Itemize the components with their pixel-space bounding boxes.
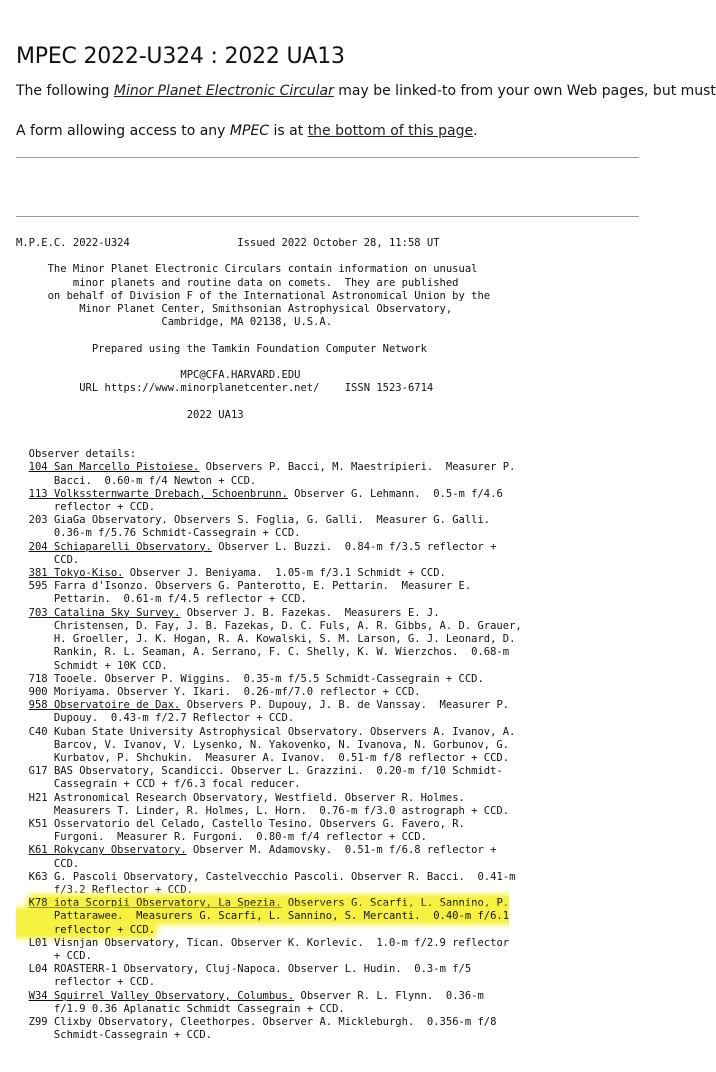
observatory-link[interactable]: K61 Rokycany Observatory. xyxy=(28,844,187,857)
observer-entry xyxy=(29,567,446,579)
observer-entry xyxy=(16,871,515,896)
observer-entry xyxy=(16,765,503,790)
observer-details: Observer G. Lehmann. 0.5-m f/4.6 reflector + CCD. xyxy=(53,487,503,514)
observatory-link[interactable]: 113 Volkssternwarte Drebach, Schoenbrunn. xyxy=(28,487,288,500)
observatory-name: 595 Farra d'Isonzo. xyxy=(28,580,149,593)
observer-entry xyxy=(16,990,484,1015)
observer-entry xyxy=(16,726,515,764)
observatory-link[interactable]: 204 Schiaparelli Observatory. xyxy=(28,540,212,553)
url-line: URL https://www.minorplanetcenter.net/ xyxy=(79,382,320,395)
intro-paragraph xyxy=(16,83,716,99)
observer-details: Observers G. Scarfi, L. Sannino, P. Pattarawee. Measurers G. Scarfi, L. Sannino, S. Mercanti. 0.40-m f/6.1 reflector + CCD. xyxy=(53,897,510,936)
observer-entry xyxy=(16,897,509,935)
observer-details: Observers P. Bacci, M. Maestripieri. Measurer P. Bacci. 0.60-m f/4 Newton + CCD. xyxy=(53,461,516,487)
observer-entry xyxy=(29,673,484,685)
about-line: on behalf of Division F of the International Astronomical Union by the xyxy=(16,289,491,302)
observatory-name: C40 Kuban State University Astrophysical Observatory. xyxy=(28,725,364,738)
observatory-name: G17 BAS Observatory, Scandicci. xyxy=(28,765,225,778)
observer-details: Observers S. Foglia, G. Galli. Measurer G. Galli. 0.36-m f/5.76 Schmidt-Cassegrain + CCD. xyxy=(53,514,491,540)
issn-line: ISSN 1523-6714 xyxy=(344,382,434,395)
observer-details: Observer A. Mickleburgh. 0.356-m f/8 Schmidt-Cassegrain + CCD. xyxy=(53,1015,497,1042)
observer-entry xyxy=(29,686,421,698)
observer-entry xyxy=(16,488,503,513)
issued-date: Issued 2022 October 28, 11:58 UT xyxy=(237,237,440,249)
observer-details: Observer L. Buzzi. 0.84-m f/3.5 reflector + CCD. xyxy=(53,540,497,566)
observatory-link[interactable]: W34 Squirrel Valley Observatory, Columbus. xyxy=(28,989,295,1002)
observer-details: Observer L. Grazzini. 0.20-m f/10 Schmidt- Cassegrain + CCD + f/6.3 focal reducer. xyxy=(53,765,503,791)
observer-details: Observer L. Hudin. 0.3-m f/5 reflector + CCD. xyxy=(53,963,472,989)
observer-details: Observer K. Korlevic. 1.0-m f/2.9 reflector + CCD. xyxy=(53,936,510,962)
observer-list xyxy=(16,461,522,1041)
observer-details: Observer R. Bacci. 0.41-m f/3.2 Reflector + CCD. xyxy=(53,870,516,896)
observatory-link[interactable]: 381 Tokyo-Kiso. xyxy=(28,567,124,580)
page-title: MPEC 2022-U324 : 2022 UA13 xyxy=(16,44,345,69)
observer-details: Observer M. Adamovsky. 0.51-m f/6.8 reflector + CCD. xyxy=(53,844,497,870)
observer-details: Observers P. Dupouy, J. B. de Vanssay. Measurer P. Dupouy. 0.43-m f/2.7 Reflector + CCD. xyxy=(53,699,510,725)
observatory-link[interactable]: K78 iota Scorpii Observatory, La Spezia. xyxy=(28,897,282,910)
about-line: minor planets and routine data on comets. They are published xyxy=(16,276,459,289)
object-designation: 2022 UA13 xyxy=(186,408,244,421)
observer-entry xyxy=(16,607,522,672)
observatory-name: K51 Osservatorio del Celado, Castello Tesino. xyxy=(28,817,314,830)
observer-entry xyxy=(16,580,471,605)
observer-details: Observer Y. Ikari. 0.26-mf/7.0 reflector + CCD. xyxy=(110,685,421,698)
observer-entry xyxy=(16,844,496,869)
observatory-link[interactable]: 958 Observatoire de Dax. xyxy=(28,699,181,712)
observatory-link[interactable]: 703 Catalina Sky Survey. xyxy=(28,606,181,619)
observer-details: Observer P. Wiggins. 0.35-m f/5.5 Schmidt-Cassegrain + CCD. xyxy=(98,672,484,685)
observer-entry xyxy=(16,1016,496,1041)
email-line: MPC@CFA.HARVARD.EDU xyxy=(180,369,301,382)
observatory-name: L01 Visnjan Observatory, Tican. xyxy=(28,936,225,949)
prepared-line: Prepared using the Tamkin Foundation Computer Network xyxy=(91,342,427,355)
observer-heading: Observer details: xyxy=(28,448,137,461)
form-post: . xyxy=(473,123,478,139)
observer-entry xyxy=(16,461,515,486)
observatory-name: 718 Tooele. xyxy=(28,672,99,685)
intro-pre: The following xyxy=(16,83,114,99)
observer-entry xyxy=(16,818,465,843)
about-line: The Minor Planet Electronic Circulars contain information on unusual xyxy=(16,263,478,276)
observer-entry xyxy=(16,963,471,988)
divider-top xyxy=(16,157,639,158)
observatory-name: Z99 Clixby Observatory, Cleethorpes. xyxy=(28,1015,257,1028)
observer-entry xyxy=(16,541,496,566)
form-paragraph xyxy=(16,123,639,139)
about-line: Minor Planet Center, Smithsonian Astrophysical Observatory, xyxy=(16,303,453,316)
observatory-name: 203 GiaGa Observatory. xyxy=(28,514,168,527)
observatory-name: K63 G. Pascoli Observatory, Castelvecchio Pascoli. xyxy=(28,870,345,883)
about-text xyxy=(16,263,490,328)
observer-entry xyxy=(16,699,509,724)
observatory-name: L04 ROASTERR-1 Observatory, Cluj-Napoca. xyxy=(28,963,282,976)
observer-entry xyxy=(16,937,509,962)
observer-entry xyxy=(16,514,490,539)
observatory-name: 900 Moriyama. xyxy=(28,685,111,698)
mpec-word: MPEC xyxy=(229,123,270,139)
bottom-of-page-link[interactable]: the bottom of this page xyxy=(307,123,474,139)
observer-entry xyxy=(16,792,509,817)
observer-details: Observer J. B. Fazekas. Measurers E. J. Christensen, D. Fay, J. B. Fazekas, D. C. Fuls, A. R. Gibbs, A. D. Grauer, H. Groeller, J. K. Hogan, R. A. Kowalski, S. M. Larson, G. J. Leonard, D. Rankin, R. L. Seaman, A. Serrano, F. C. Shelly, K. W. Wierzchos. 0.68-m Schmidt + 10K CCD. xyxy=(53,606,522,672)
observer-details: Observer R. L. Flynn. 0.36-m f/1.9 0.36 Aplanatic Schmidt Cassegrain + CCD. xyxy=(53,989,484,1015)
observer-details: Observer R. Holmes. Measurers T. Linder, R. Holmes, L. Horn. 0.76-m f/3.0 astrograph + CCD. xyxy=(53,791,510,817)
observer-details: Observers G. Favero, R. Furgoni. Measurer R. Furgoni. 0.80-m f/4 reflector + CCD. xyxy=(53,817,465,844)
form-mid: is at xyxy=(269,123,308,139)
divider-bottom xyxy=(16,216,639,217)
about-line: Cambridge, MA 02138, U.S.A. xyxy=(16,316,333,329)
observatory-link[interactable]: 104 San Marcello Pistoiese. xyxy=(28,461,200,474)
observatory-name: H21 Astronomical Research Observatory, Westfield. xyxy=(28,791,339,804)
mpec-id: M.P.E.C. 2022-U324 xyxy=(16,237,130,249)
form-pre: A form allowing access to any xyxy=(16,123,230,139)
intro-post: may be linked-to from your own Web pages, but must xyxy=(333,83,716,99)
observer-details: Observers A. Ivanov, A. Barcov, V. Ivanov, V. Lysenko, N. Yakovenko, N. Ivanova, N. Gorbunov, G. Kurbatov, P. Shchukin. Measurer A. Ivanov. 0.51-m f/8 reflector + CCD. xyxy=(53,725,516,764)
circular-text xyxy=(16,237,639,1042)
mpec-link[interactable]: Minor Planet Electronic Circular xyxy=(113,83,334,99)
observer-details: Observer J. Beniyama. 1.05-m f/3.1 Schmidt + CCD. xyxy=(123,567,446,580)
observer-details: Observers G. Panterotto, E. Pettarin. Measurer E. Pettarin. 0.61-m f/4.5 reflector + CCD. xyxy=(53,580,472,606)
